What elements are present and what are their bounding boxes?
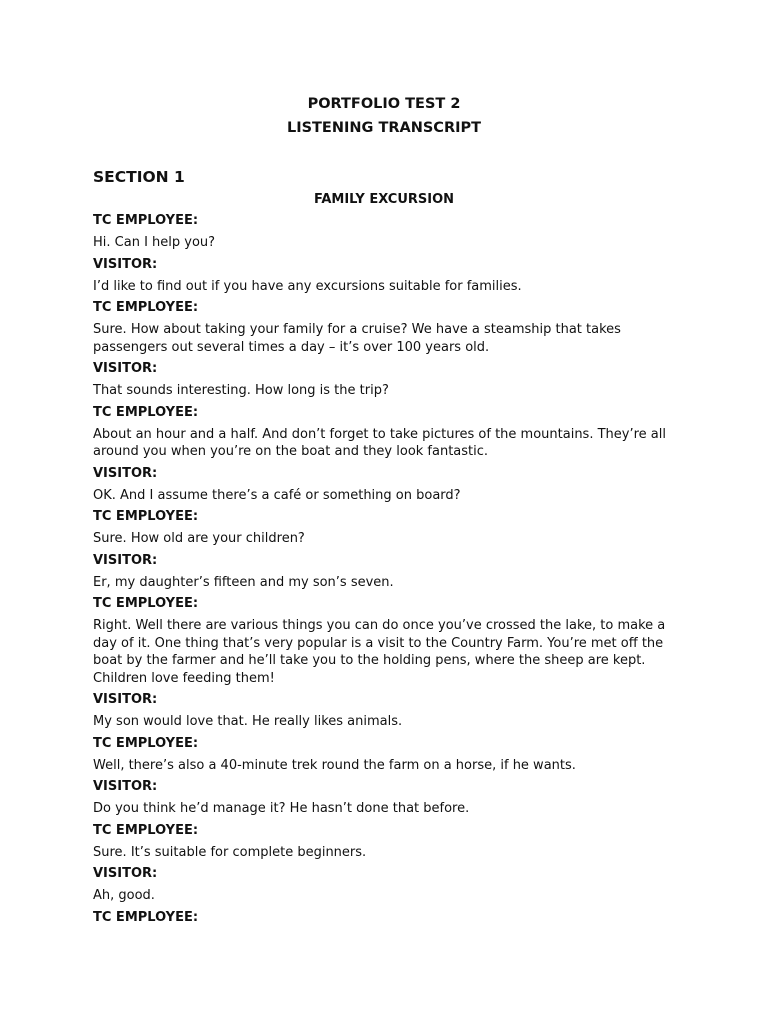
dialogue [93, 212, 675, 927]
document-title: PORTFOLIO TEST 2 [307, 96, 461, 112]
utterance-text: Well, there’s also a 40-minute trek round the farm on a horse, if he wants. [93, 757, 576, 773]
utterance-text: Hi. Can I help you? [93, 235, 216, 250]
dialogue-turn [93, 404, 675, 461]
utterance-text: Ah, good. [93, 888, 155, 903]
dialogue-turn [93, 212, 675, 252]
speaker-label: TC EMPLOYEE: [93, 596, 199, 611]
speaker-label: TC EMPLOYEE: [93, 822, 199, 838]
utterance-text: My son would love that. He really likes animals. [93, 714, 403, 729]
speaker-label: VISITOR: [93, 692, 158, 707]
speaker-label: TC EMPLOYEE: [93, 909, 199, 925]
dialogue-turn [93, 595, 675, 687]
dialogue-turn [93, 822, 675, 862]
utterance-text: OK. And I assume there’s a café or something on board? [93, 487, 461, 503]
dialogue-turn [93, 735, 675, 775]
speaker-label: TC EMPLOYEE: [93, 404, 199, 420]
utterance-text: I’d like to find out if you have any excursions suitable for families. [93, 278, 522, 294]
utterance-text: Right. Well there are various things you can do once you’ve crossed the lake, to make a day of it. One thing that’s very popular is a visit to the Country Farm. You’re met off the boat by the farmer and he’ll take you to the holding pens, where the sheep are kept. Children love feeding them! [93, 618, 666, 686]
dialogue-turn [93, 465, 675, 505]
section-subtitle: FAMILY EXCURSION [313, 192, 455, 207]
dialogue-turn [93, 299, 675, 356]
utterance-text: Do you think he’d manage it? He hasn’t done that before. [93, 801, 470, 816]
utterance-text: Sure. How old are your children? [93, 531, 305, 546]
section-heading: SECTION 1 [93, 168, 185, 186]
speaker-label: TC EMPLOYEE: [93, 300, 199, 315]
dialogue-turn [93, 360, 675, 400]
dialogue-turn [93, 552, 675, 592]
document-subtitle: LISTENING TRANSCRIPT [286, 120, 482, 136]
dialogue-turn [93, 909, 675, 927]
speaker-label: VISITOR: [93, 866, 158, 881]
speaker-label: VISITOR: [93, 779, 158, 794]
dialogue-turn [93, 256, 675, 296]
speaker-label: VISITOR: [93, 361, 158, 376]
speaker-label: VISITOR: [93, 552, 158, 568]
utterance-text: That sounds interesting. How long is the trip? [93, 383, 389, 398]
dialogue-turn [93, 778, 675, 818]
utterance-text: Sure. It’s suitable for complete beginners. [93, 844, 367, 860]
utterance-text: Er, my daughter’s fifteen and my son’s seven. [93, 574, 394, 590]
dialogue-turn [93, 508, 675, 548]
speaker-label: TC EMPLOYEE: [93, 735, 199, 751]
utterance-text: Sure. How about taking your family for a cruise? We have a steamship that takes passengers out several times a day – it’s over 100 years old. [93, 322, 621, 355]
speaker-label: TC EMPLOYEE: [93, 213, 199, 228]
utterance-text: About an hour and a half. And don’t forget to take pictures of the mountains. They’re all around you when you’re on the boat and they look fantastic. [93, 426, 666, 459]
dialogue-turn [93, 691, 675, 731]
speaker-label: TC EMPLOYEE: [93, 509, 199, 524]
dialogue-turn [93, 865, 675, 905]
speaker-label: VISITOR: [93, 465, 158, 481]
speaker-label: VISITOR: [93, 256, 158, 272]
